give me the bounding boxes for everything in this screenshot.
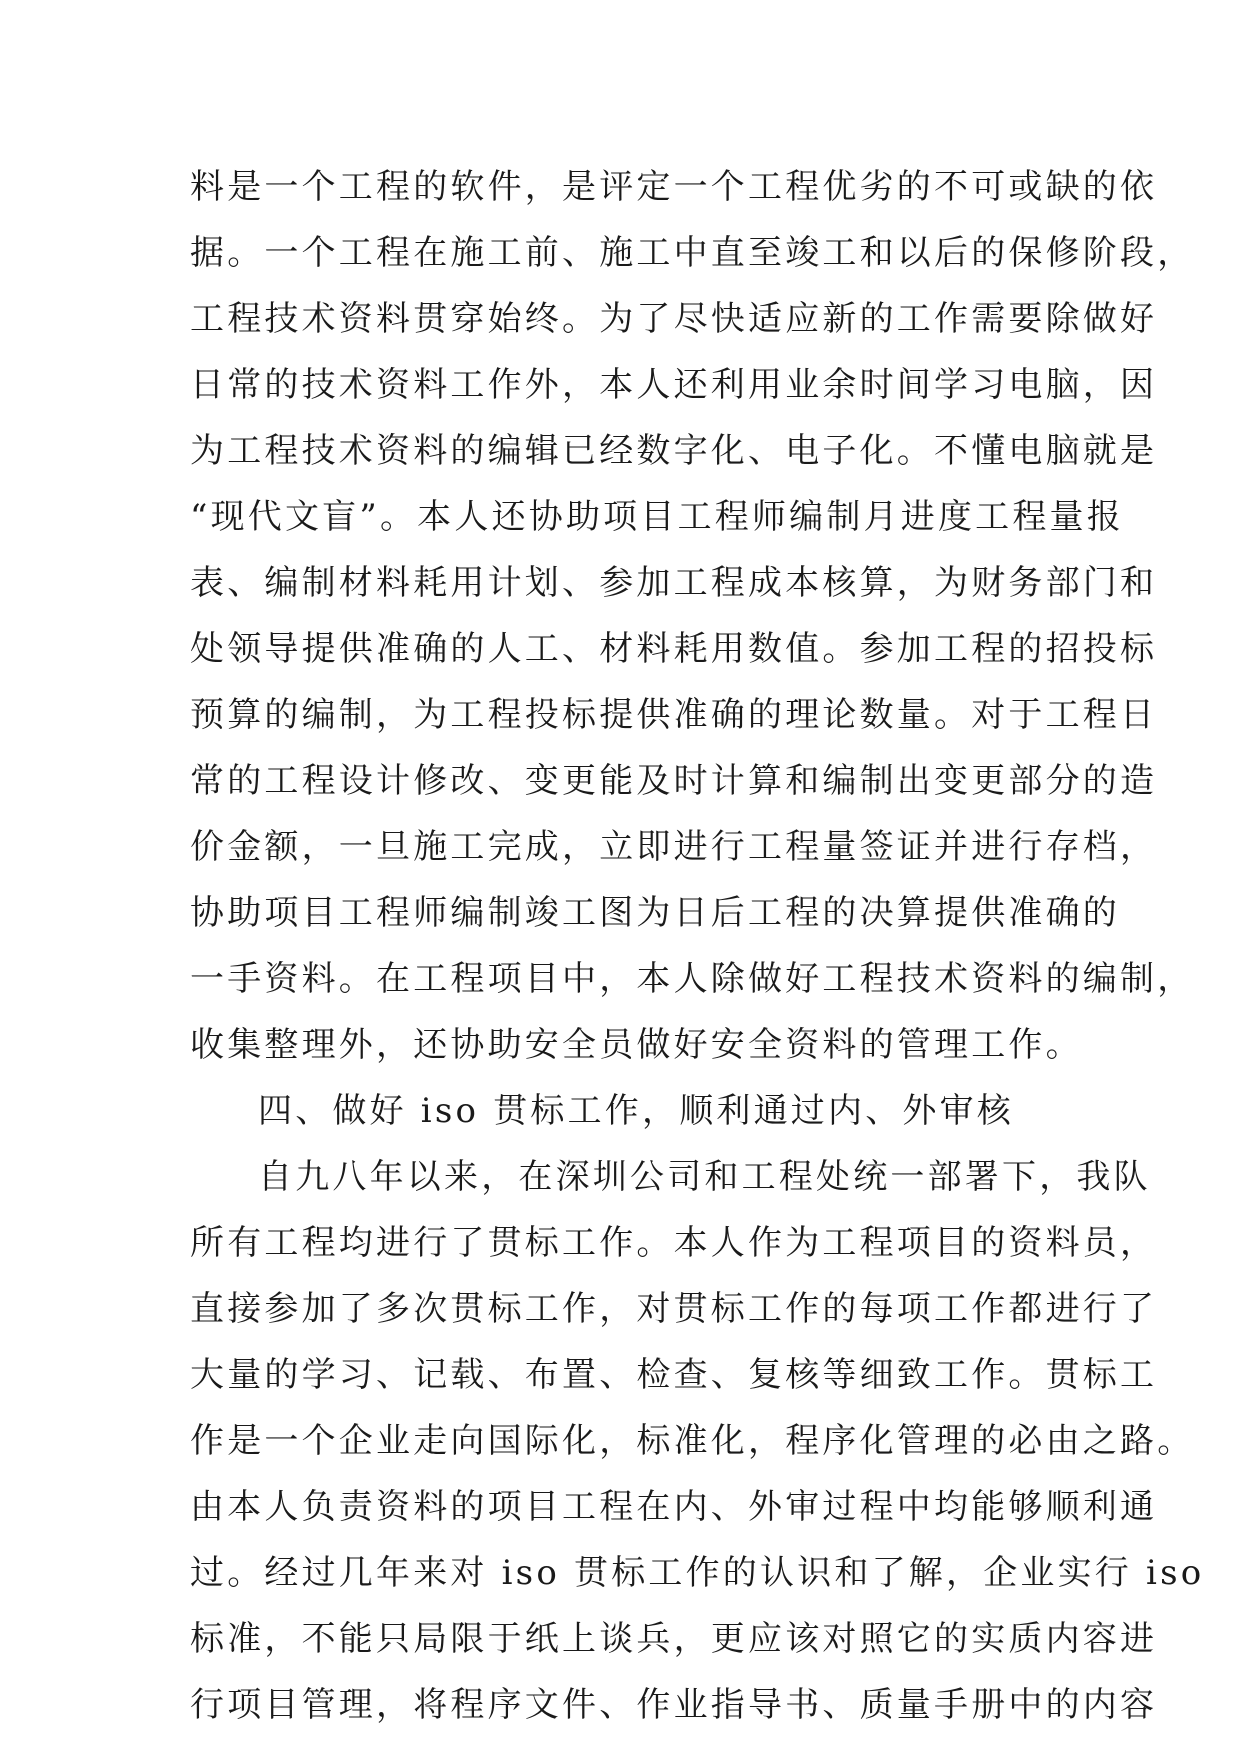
text-line: 作是一个企业走向国际化，标准化，程序化管理的必由之路。 [190, 1421, 1195, 1461]
text-line: 所有工程均进行了贯标工作。本人作为工程项目的资料员， [190, 1223, 1158, 1263]
text-line: 价金额，一旦施工完成，立即进行工程量签证并进行存档， [190, 827, 1158, 867]
text-line: 常的工程设计修改、变更能及时计算和编制出变更部分的造 [190, 761, 1158, 801]
text-line: 工程技术资料贯穿始终。为了尽快适应新的工作需要除做好 [190, 299, 1158, 339]
text-line: 收集整理外，还协助安全员做好安全资料的管理工作。 [190, 1025, 1083, 1065]
paragraph-first-line: 自九八年以来，在深圳公司和工程处统一部署下，我队 [258, 1157, 1151, 1197]
text-line: 据。一个工程在施工前、施工中直至竣工和以后的保修阶段， [190, 233, 1195, 273]
section-heading: 四、做好 iso 贯标工作，顺利通过内、外审核 [258, 1091, 1015, 1131]
text-line: 表、编制材料耗用计划、参加工程成本核算，为财务部门和 [190, 563, 1158, 603]
text-line: 行项目管理，将程序文件、作业指导书、质量手册中的内容 [190, 1685, 1158, 1725]
text-line: 处领导提供准确的人工、材料耗用数值。参加工程的招投标 [190, 629, 1158, 669]
text-line: 标准，不能只局限于纸上谈兵，更应该对照它的实质内容进 [190, 1619, 1158, 1659]
text-line: 由本人负责资料的项目工程在内、外审过程中均能够顺利通 [190, 1487, 1158, 1527]
text-line: 直接参加了多次贯标工作，对贯标工作的每项工作都进行了 [190, 1289, 1158, 1329]
text-line: 预算的编制，为工程投标提供准确的理论数量。对于工程日 [190, 695, 1158, 735]
text-line: 过。经过几年来对 iso 贯标工作的认识和了解，企业实行 iso [190, 1553, 1205, 1593]
text-line: 料是一个工程的软件，是评定一个工程优劣的不可或缺的依 [190, 167, 1158, 207]
text-line: 大量的学习、记载、布置、检查、复核等细致工作。贯标工 [190, 1355, 1158, 1395]
text-line: 为工程技术资料的编辑已经数字化、电子化。不懂电脑就是 [190, 431, 1158, 471]
text-line: 一手资料。在工程项目中，本人除做好工程技术资料的编制， [190, 959, 1195, 999]
text-line: 协助项目工程师编制竣工图为日后工程的决算提供准确的 [190, 893, 1120, 933]
text-line: “现代文盲”。本人还协助项目工程师编制月进度工程量报 [190, 497, 1124, 537]
text-line: 日常的技术资料工作外，本人还利用业余时间学习电脑，因 [190, 365, 1158, 405]
